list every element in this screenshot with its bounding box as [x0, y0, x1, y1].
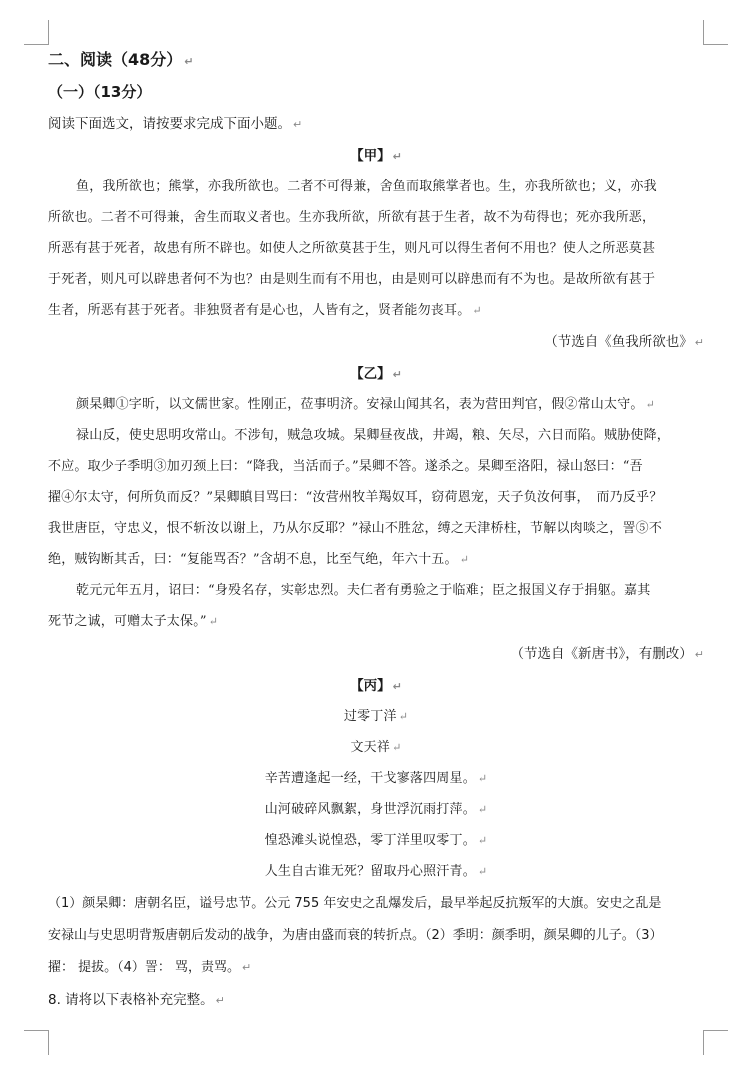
yi-line-8: 死节之诚，可赠太子太保。” ↵	[48, 614, 219, 629]
poem-line-4: 人生自古谁无死？留取丹心照汗青。 ↵	[264, 864, 488, 879]
yi-label: 【乙】 ↵	[350, 366, 402, 382]
sub-title: （一）（13分）	[48, 83, 152, 101]
instruction: 阅读下面选文，请按要求完成下面小题。 ↵	[48, 116, 303, 132]
poem-line-3: 惶恐滩头说惶恐，零丁洋里叹零丁。 ↵	[264, 833, 488, 848]
note-line-3: 擢： 提拔。（4）詈： 骂，责骂。 ↵	[48, 960, 252, 975]
yi-line-2: 禄山反，使史思明攻常山。不涉旬，贼急攻城。杲卿昼夜战，井竭，粮、矢尽，六日而陷。贼胁使降，	[76, 428, 671, 443]
yi-line-6: 绝，贼钩断其舌，曰：“复能骂否？”含胡不息，比至气绝，年六十五。 ↵	[48, 552, 470, 567]
section-title: 二、阅读（48分） ↵	[48, 50, 194, 69]
jia-line-4: 于死者，则凡可以辟患者何不为也？由是则生而有不用也，由是则可以辟患而有不为也。是故所欲有甚于	[48, 272, 656, 287]
yi-line-4: 擢④尔太守，何所负而反？”杲卿瞋目骂曰：“汝营州牧羊羯奴耳，窃荷恩宠，天子负汝何事， 而乃反乎？	[48, 490, 663, 505]
jia-source: （节选自《鱼我所欲也》 ↵	[544, 334, 704, 350]
yi-line-7: 乾元元年五月，诏曰：“身殁名存，实彰忠烈。夫仁者有勇验之于临难；臣之报国义存于捐躯。嘉其	[76, 583, 651, 598]
corner-mark-top-left	[24, 20, 49, 45]
jia-label: 【甲】 ↵	[350, 148, 402, 164]
jia-line-2: 所欲也。二者不可得兼，舍生而取义者也。生亦我所欲，所欲有甚于生者，故不为苟得也；死亦我所恶，	[48, 210, 656, 225]
poem-line-1: 辛苦遭逢起一经，干戈寥落四周星。 ↵	[264, 771, 488, 786]
corner-mark-bottom-right	[703, 1030, 728, 1055]
poem-author: 文天祥 ↵	[350, 740, 402, 755]
yi-line-3: 不应。取少子季明③加刃颈上曰：“降我，当活而子。”杲卿不答。遂杀之。杲卿至洛阳，禄山怒曰：“吾	[48, 459, 643, 474]
poem-title: 过零丁洋 ↵	[343, 709, 409, 724]
jia-line-1: 鱼，我所欲也；熊掌，亦我所欲也。二者不可得兼，舍鱼而取熊掌者也。生，亦我所欲也；义，亦我	[76, 179, 657, 194]
yi-source: （节选自《新唐书》，有删改） ↵	[510, 646, 704, 662]
yi-line-5: 我世唐臣，守忠义，恨不斩汝以谢上，乃从尔反耶？”禄山不胜忿，缚之天津桥柱，节解以肉啖之，詈⑤不	[48, 521, 663, 536]
corner-mark-bottom-left	[24, 1030, 49, 1055]
bing-label: 【丙】 ↵	[350, 678, 402, 694]
question-8: 8. 请将以下表格补充完整。 ↵	[48, 992, 225, 1008]
yi-line-1: 颜杲卿①字昕，以文儒世家。性刚正，莅事明济。安禄山闻其名，表为营田判官，假②常山太守。 ↵	[76, 397, 656, 412]
note-line-2: 安禄山与史思明背叛唐朝后发动的战争，为唐由盛而衰的转折点。（2）季明：颜季明，颜杲卿的儿子。（3）	[48, 928, 663, 943]
poem-line-2: 山河破碎风飘絮，身世浮沉雨打萍。 ↵	[264, 802, 488, 817]
jia-line-3: 所恶有甚于死者，故患有所不辟也。如使人之所欲莫甚于生，则凡可以得生者何不用也？使人之所恶莫甚	[48, 241, 656, 256]
note-line-1: （1）颜杲卿：唐朝名臣，谥号忠节。公元 755 年安史之乱爆发后，最早举起反抗叛军的大旗。安史之乱是	[48, 896, 662, 911]
corner-mark-top-right	[703, 20, 728, 45]
jia-line-5: 生者，所恶有甚于死者。非独贤者有是心也，人皆有之，贤者能勿丧耳。 ↵	[48, 303, 482, 318]
